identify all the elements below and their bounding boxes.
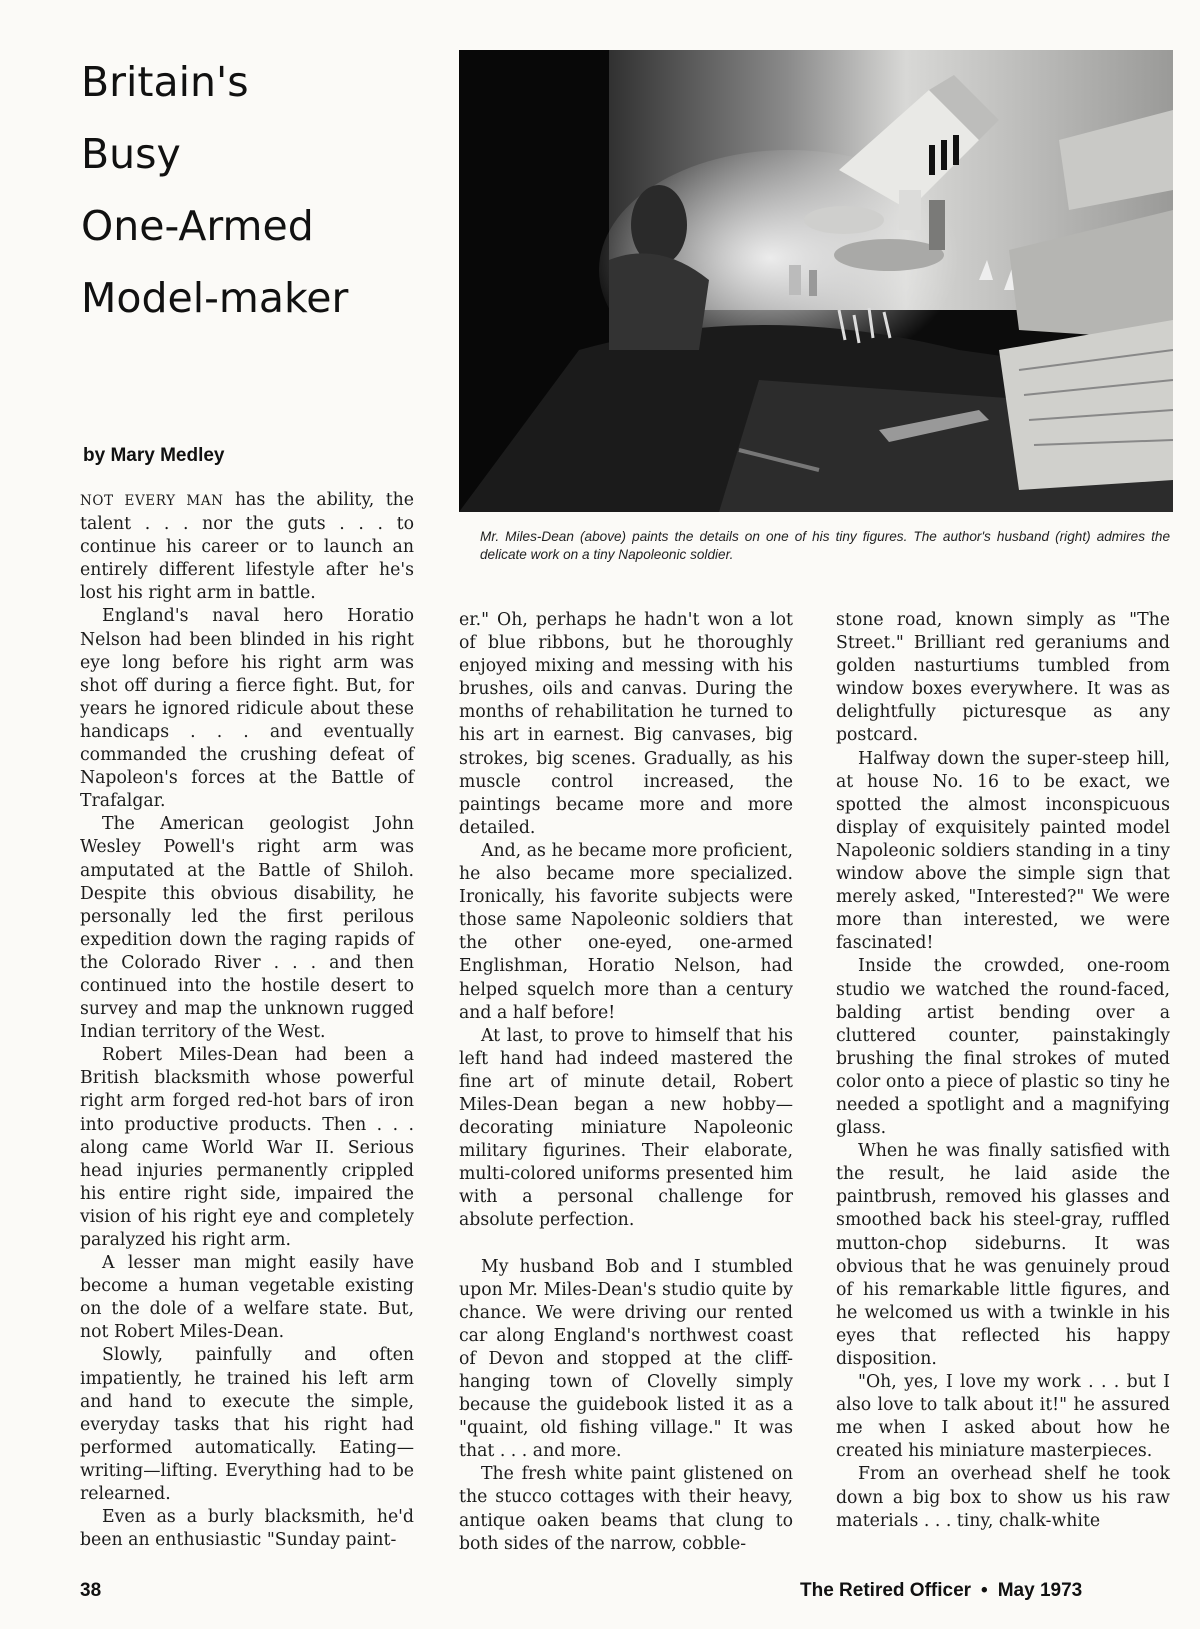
- paragraph: The American geologist John Wesley Powell's right arm was amputated at the Battle of Shiloh. Despite this obvious disability, he personally led the first perilous expedition down the raging rapids of the Colorado River . . . and then continued into the hostile desert to survey and map the unknown rugged Indian territory of the West.: [80, 814, 414, 1043]
- title-line: Busy: [81, 130, 181, 178]
- lead-small-caps: NOT EVERY MAN: [80, 493, 224, 509]
- paragraph: The fresh white paint glistened on the stucco cottages with their heavy, antique oaken beams that clung to both sides of the narrow, cobble-: [459, 1464, 793, 1554]
- paragraph-continued: stone road, known simply as "The Street." Brilliant red geraniums and golden nasturtiums tumbled from window boxes everywhere. It was as delightfully picturesque as any postcard.: [836, 610, 1170, 746]
- paragraph: Inside the crowded, one-room studio we watched the round-faced, balding artist bending over a cluttered counter, painstakingly brushing the final strokes of muted color onto a piece of plastic so tiny he needed a spotlight and a magnifying glass.: [836, 956, 1170, 1139]
- paragraph: Slowly, painfully and often impatiently, he trained his left arm and hand to execute the simple, everyday tasks that his right had performed automatically. Eating—writing—lifting. Everything had to be relearned.: [80, 1345, 414, 1505]
- paragraph-continued: er." Oh, perhaps he hadn't won a lot of blue ribbons, but he thoroughly enjoyed mixing and messing with his brushes, oils and canvas. During the months of rehabilitation he turned to his art in earnest. Big canvases, big strokes, big scenes. Gradually, as his muscle control increased, the paintings became more and more detailed.: [459, 610, 793, 838]
- lead-text: has the ability, the talent . . . nor the guts . . . to continue his career or to launch an entirely different lifestyle after he's lost his right arm in battle.: [80, 490, 414, 604]
- article-column-3: [836, 609, 1170, 1533]
- lead-paragraph: [80, 489, 414, 605]
- paragraph: A lesser man might easily have become a human vegetable existing on the dole of a welfare state. But, not Robert Miles-Dean.: [80, 1253, 414, 1343]
- publication-name: The Retired Officer: [800, 1580, 972, 1601]
- paragraph: Robert Miles-Dean had been a British blacksmith whose powerful right arm forged red-hot bars of iron into productive products. Then . . . along came World War II. Serious head injuries permanently crippled his entire right side, impaired the vision of his right eye and completely paralyzed his right arm.: [80, 1045, 414, 1250]
- paragraph: Even as a burly blacksmith, he'd been an enthusiastic "Sunday paint-: [80, 1507, 414, 1551]
- paragraph: My husband Bob and I stumbled upon Mr. Miles-Dean's studio quite by chance. We were driving our rented car along England's northwest coast of Devon and stopped at the cliff-hanging town of Clovelly simply because the guidebook listed it as a "quaint, old fishing village." It was that . . . and more.: [459, 1256, 793, 1462]
- studio-photo: [459, 50, 1173, 512]
- photo-caption: Mr. Miles-Dean (above) paints the details on one of his tiny figures. The author's husband (right) admires the delicate work on a tiny Napoleonic soldier.: [480, 529, 1170, 562]
- paragraph: At last, to prove to himself that his left hand had indeed mastered the fine art of minute detail, Robert Miles-Dean began a new hobby—decorating miniature Napoleonic military figurines. Their elaborate, multi-colored uniforms presented him with a personal challenge for absolute perfection.: [459, 1025, 793, 1231]
- title-line: Britain's: [81, 58, 249, 106]
- title-line: One-Armed: [81, 202, 314, 250]
- article-column-1: [80, 489, 414, 1552]
- paragraph: "Oh, yes, I love my work . . . but I also love to talk about it!" he assured me when I asked about how he created his miniature masterpieces.: [836, 1372, 1170, 1462]
- publication-footer: [800, 1580, 1082, 1602]
- title-line: Model-maker: [81, 274, 349, 322]
- paragraph: England's naval hero Horatio Nelson had been blinded in his right eye long before his right arm was shot off during a fierce fight. But, for years he ignored ridicule about these handicaps . . . and eventually commanded the crushing defeat of Napoleon's forces at the Battle of Trafalgar.: [80, 606, 414, 812]
- paragraph: And, as he became more proficient, he also became more specialized. Ironically, his favorite subjects were those same Napoleonic soldiers that the other one-eyed, one-armed Englishman, Horatio Nelson, had helped squelch more than a century and a half before!: [459, 840, 793, 1023]
- paragraph: When he was finally satisfied with the result, he laid aside the paintbrush, removed his glasses and smoothed back his steel-gray, ruffled mutton-chop sideburns. It was obvious that he was genuinely proud of his remarkable little figures, and he welcomed us with a twinkle in his eyes that reflected his happy disposition.: [836, 1141, 1170, 1369]
- article-column-2: [459, 609, 793, 1556]
- separator-dot: •: [981, 1580, 988, 1601]
- paragraph: Halfway down the super-steep hill, at house No. 16 to be exact, we spotted the almost inconspicuous display of exquisitely painted model Napoleonic soldiers standing in a tiny window above the simple sign that merely asked, "Interested?" We were more than interested, we were fascinated!: [836, 748, 1170, 954]
- paragraph: From an overhead shelf he took down a big box to show us his raw materials . . . tiny, chalk-white: [836, 1464, 1170, 1531]
- page-number: 38: [80, 1580, 102, 1601]
- byline: by Mary Medley: [83, 445, 225, 466]
- issue-date: May 1973: [997, 1580, 1083, 1601]
- photo-image: [459, 50, 1173, 512]
- article-title: [81, 46, 421, 334]
